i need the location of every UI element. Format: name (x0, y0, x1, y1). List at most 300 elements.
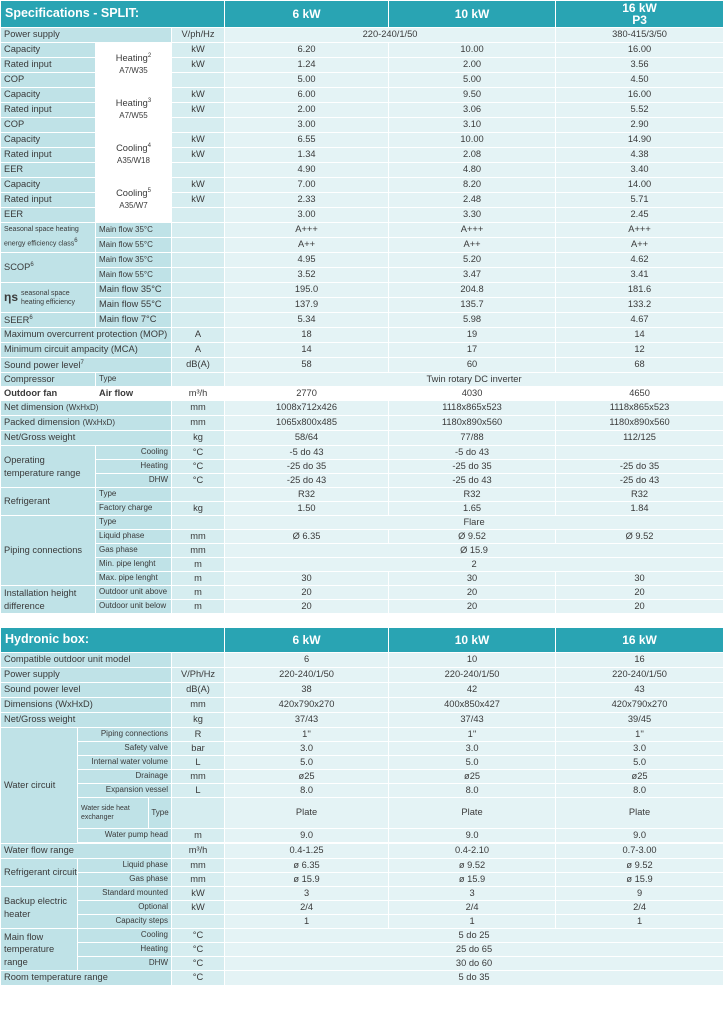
fan-unit: m³/h (172, 387, 225, 401)
flow-value: 0.4-2.10 (389, 844, 556, 859)
seasonal-class-row-1 (1, 223, 723, 238)
refr-value: ø 9.52 (389, 859, 556, 873)
performance-groups (1, 43, 723, 223)
backup-unit (172, 915, 225, 929)
piping-liquid-value: Ø 9.52 (556, 530, 723, 544)
seasonal-class-row-2 (1, 238, 723, 253)
perf-condition: Cooling$^4$ A35/W18 (96, 133, 172, 178)
water-circuit-label: Water circuit (1, 728, 78, 844)
ns-desc: seasonal space heating efficiency (21, 290, 75, 306)
perf-row (1, 133, 723, 148)
hydro-row-value: 220-240/1/50 (556, 668, 723, 683)
water-hx-row (1, 798, 723, 829)
mainflow-sub: Cooling (78, 929, 172, 943)
perf-row-label: Rated input (1, 148, 96, 163)
water-unit: R (172, 728, 225, 742)
seasonal-class-sub-35: Main flow 35°C (96, 223, 172, 238)
perf-unit (172, 163, 225, 178)
op-temp-value: -25 do 35 (225, 460, 389, 474)
packed-dim-label: Packed dimension (WxHxD) (1, 416, 172, 431)
perf-unit (172, 208, 225, 223)
water-unit: L (172, 756, 225, 770)
compressor-row (1, 373, 723, 387)
water-sub: Safety valve (78, 742, 172, 756)
hydro-row-label: Sound power level (1, 683, 172, 698)
refr-value: ø 6.35 (225, 859, 389, 873)
flow-label: Water flow range (1, 844, 172, 859)
perf-row (1, 178, 723, 193)
ns-value: 195.0 (225, 283, 389, 298)
mop-value: 14 (556, 328, 723, 343)
scop-sub-35: Main flow 35°C (96, 253, 172, 268)
mop-value: 19 (389, 328, 556, 343)
mainflow-sub: Heating (78, 943, 172, 957)
net-dim-unit: mm (172, 401, 225, 416)
op-temp-value: -5 do 43 (389, 446, 556, 460)
install-unit: m (172, 600, 225, 614)
perf-value: 3.00 (225, 208, 389, 223)
pump-value: 9.0 (556, 829, 723, 843)
piping-unit: m (172, 572, 225, 586)
perf-value: 3.06 (389, 103, 556, 118)
install-sub: Outdoor unit above (96, 586, 172, 600)
op-temp-sub: Cooling (96, 446, 172, 460)
ns-value: 135.7 (389, 298, 556, 313)
op-temp-unit: °C (172, 446, 225, 460)
refr-sub: Liquid phase (78, 859, 172, 873)
piping-sub: Type (96, 516, 172, 530)
water-value: 5.0 (225, 756, 389, 770)
perf-value: 1.34 (225, 148, 389, 163)
hydro-row-unit: dB(A) (172, 683, 225, 698)
power-supply-label: Power supply (1, 28, 172, 43)
scop-sub-55: Main flow 55°C (96, 268, 172, 283)
mop-row (1, 328, 723, 343)
mainflow-label: Main flow temperature range (1, 929, 78, 971)
hx-value: Plate (389, 798, 556, 829)
seasonal-class-value: A+++ (389, 223, 556, 238)
piping-liquid-value: Ø 6.35 (225, 530, 389, 544)
room-temp-unit: °C (172, 971, 225, 986)
hydro-row-unit: kg (172, 713, 225, 728)
weight-value: 112/125 (556, 431, 723, 446)
pump-value: 9.0 (389, 829, 556, 843)
op-temp-value: -25 do 43 (225, 474, 389, 488)
hydro-row-unit: V/Ph/Hz (172, 668, 225, 683)
water-sub: Internal water volume (78, 756, 172, 770)
power-supply-value-12: 220-240/1/50 (225, 28, 556, 43)
install-value: 20 (556, 586, 723, 600)
mop-value: 18 (225, 328, 389, 343)
perf-value: 3.40 (556, 163, 723, 178)
perf-value: 14.90 (556, 133, 723, 148)
install-value: 20 (225, 600, 389, 614)
backup-unit: kW (172, 887, 225, 901)
op-temp-label: Operating temperature range (1, 446, 96, 488)
refr-sub: Gas phase (78, 873, 172, 887)
seasonal-class-value: A+++ (556, 223, 723, 238)
backup-value: 1 (389, 915, 556, 929)
install-value: 20 (389, 600, 556, 614)
seer-value: 5.34 (225, 313, 389, 328)
perf-unit: kW (172, 88, 225, 103)
mca-label: Minimum circuit ampacity (MCA) (1, 343, 172, 358)
hydro-top-row (1, 653, 723, 668)
piping-label: Piping connections (1, 516, 96, 586)
hydro-top-row (1, 713, 723, 728)
perf-row-label: EER (1, 163, 96, 178)
hydro-row-value: 37/43 (225, 713, 389, 728)
perf-value: 4.38 (556, 148, 723, 163)
perf-condition: Cooling$^5$ A35/W7 (96, 178, 172, 223)
mainflow-row-1 (1, 929, 723, 943)
perf-row-label: Rated input (1, 58, 96, 73)
ns-value: 204.8 (389, 283, 556, 298)
perf-value: 4.50 (556, 73, 723, 88)
backup-sub: Standard mounted (78, 887, 172, 901)
scop-row-1 (1, 253, 723, 268)
split-title: Specifications - SPLIT: (1, 1, 225, 28)
backup-unit: kW (172, 901, 225, 915)
piping-gas-value: Ø 15.9 (225, 544, 723, 558)
hydro-row-label: Power supply (1, 668, 172, 683)
scop-label: SCOP$^6$ (1, 253, 96, 283)
split-col-6kw: 6 kW (225, 1, 389, 28)
packed-dim-value: 1065x800x485 (225, 416, 389, 431)
refr-value: ø 9.52 (556, 859, 723, 873)
ns-value: 133.2 (556, 298, 723, 313)
seer-value: 5.98 (389, 313, 556, 328)
water-sub: Piping connections (78, 728, 172, 742)
install-unit: m (172, 586, 225, 600)
mainflow-unit: °C (172, 929, 225, 943)
packed-dim-row (1, 416, 723, 431)
hydro-row-value: 16 (556, 653, 723, 668)
mca-value: 17 (389, 343, 556, 358)
backup-sub: Optional (78, 901, 172, 915)
backup-value: 3 (389, 887, 556, 901)
perf-value: 2.90 (556, 118, 723, 133)
scop-value: 4.62 (556, 253, 723, 268)
perf-value: 5.71 (556, 193, 723, 208)
backup-sub: Capacity steps (78, 915, 172, 929)
refr-unit: mm (172, 859, 225, 873)
fan-airflow-label: Air flow (96, 387, 172, 401)
hydro-row-value: 42 (389, 683, 556, 698)
install-value: 20 (389, 586, 556, 600)
perf-value: 3.10 (389, 118, 556, 133)
ns-label (1, 283, 96, 313)
refrigerant-value: 1.65 (389, 502, 556, 516)
perf-row-label: Capacity (1, 178, 96, 193)
piping-liquid-value: Ø 9.52 (389, 530, 556, 544)
split-header-row (1, 1, 723, 28)
perf-unit: kW (172, 43, 225, 58)
perf-value: 2.00 (389, 58, 556, 73)
pump-label: Water pump head (78, 829, 172, 843)
hydro-col-16kw: 16 kW (556, 628, 723, 653)
weight-row (1, 431, 723, 446)
hydro-row-label: Net/Gross weight (1, 713, 172, 728)
perf-value: 2.45 (556, 208, 723, 223)
seer-sub: Main flow 7°C (96, 313, 172, 328)
scop-value: 4.95 (225, 253, 389, 268)
perf-condition: Heating$^3$ A7/W55 (96, 88, 172, 133)
scop-value: 5.20 (389, 253, 556, 268)
perf-value: 5.52 (556, 103, 723, 118)
seer-value: 4.67 (556, 313, 723, 328)
water-value: ø25 (225, 770, 389, 784)
water-value: 8.0 (225, 784, 389, 798)
piping-sub: Max. pipe lenght (96, 572, 172, 586)
hydro-row-value: 37/43 (389, 713, 556, 728)
perf-value: 5.00 (225, 73, 389, 88)
piping-unit: mm (172, 544, 225, 558)
refrigerant-value: 1.84 (556, 502, 723, 516)
install-value: 20 (556, 600, 723, 614)
perf-value: 6.55 (225, 133, 389, 148)
perf-value: 2.00 (225, 103, 389, 118)
perf-unit: kW (172, 58, 225, 73)
water-value: ø25 (389, 770, 556, 784)
weight-unit: kg (172, 431, 225, 446)
water-value: 1'' (389, 728, 556, 742)
seer-label: SEER$^6$ (1, 313, 96, 328)
mca-unit: A (172, 343, 225, 358)
perf-value: 16.00 (556, 43, 723, 58)
sound-label: Sound power level$^7$ (1, 358, 172, 373)
room-temp-value: 5 do 35 (225, 971, 723, 986)
hydro-row-value: 400x850x427 (389, 698, 556, 713)
perf-value: 3.56 (556, 58, 723, 73)
hx-value: Plate (556, 798, 723, 829)
piping-row-type (1, 516, 723, 530)
install-row-2 (1, 600, 723, 614)
water-row-3 (1, 756, 723, 770)
power-supply-row (1, 28, 723, 43)
section-gap (0, 614, 723, 627)
fan-value: 4030 (389, 387, 556, 401)
install-value: 20 (225, 586, 389, 600)
mop-unit: A (172, 328, 225, 343)
water-value: 3.0 (389, 742, 556, 756)
piping-min-value: 2 (225, 558, 723, 572)
piping-type-value: Flare (225, 516, 723, 530)
perf-value: 10.00 (389, 133, 556, 148)
piping-row-liquid (1, 530, 723, 544)
hydro-row-label: Compatible outdoor unit model (1, 653, 172, 668)
water-row-4 (1, 770, 723, 784)
perf-unit: kW (172, 133, 225, 148)
ns-row-1 (1, 283, 723, 298)
perf-value: 3.00 (225, 118, 389, 133)
mainflow-unit: °C (172, 957, 225, 971)
fan-label: Outdoor fan (1, 387, 96, 401)
backup-value: 2/4 (556, 901, 723, 915)
scop-value: 3.41 (556, 268, 723, 283)
water-value: 5.0 (556, 756, 723, 770)
room-temp-row (1, 971, 723, 986)
sound-unit: dB(A) (172, 358, 225, 373)
piping-max-value: 30 (389, 572, 556, 586)
mop-label: Maximum overcurrent protection (MOP) (1, 328, 172, 343)
refrigerant-value: R32 (556, 488, 723, 502)
piping-max-value: 30 (556, 572, 723, 586)
weight-value: 77/88 (389, 431, 556, 446)
compressor-type-label: Type (96, 373, 172, 387)
hx-type-label: Type (151, 807, 169, 817)
refr-value: ø 15.9 (556, 873, 723, 887)
refrigerant-row-2 (1, 502, 723, 516)
hydro-top-row (1, 668, 723, 683)
water-value: 1'' (225, 728, 389, 742)
perf-value: 2.48 (389, 193, 556, 208)
perf-row-label: Rated input (1, 103, 96, 118)
seasonal-class-value: A+++ (225, 223, 389, 238)
sound-value: 60 (389, 358, 556, 373)
op-temp-row-2 (1, 460, 723, 474)
perf-unit (172, 73, 225, 88)
water-row-2 (1, 742, 723, 756)
refrigerant-label: Refrigerant (1, 488, 96, 516)
hydro-row-value: 420x790x270 (556, 698, 723, 713)
net-dim-label: Net dimension (WxHxD) (1, 401, 172, 416)
weight-value: 58/64 (225, 431, 389, 446)
hydro-row-value: 220-240/1/50 (225, 668, 389, 683)
perf-row-label: Capacity (1, 88, 96, 103)
backup-value: 3 (225, 887, 389, 901)
compressor-value: Twin rotary DC inverter (225, 373, 723, 387)
hydro-row-value: 10 (389, 653, 556, 668)
install-sub: Outdoor unit below (96, 600, 172, 614)
op-temp-value: -5 do 43 (225, 446, 389, 460)
mca-value: 12 (556, 343, 723, 358)
perf-value: 6.20 (225, 43, 389, 58)
water-unit: bar (172, 742, 225, 756)
piping-unit: m (172, 558, 225, 572)
perf-row-label: Rated input (1, 193, 96, 208)
ns-sub-55: Main flow 55°C (96, 298, 172, 313)
hx-value: Plate (225, 798, 389, 829)
net-dim-row (1, 401, 723, 416)
piping-row-min (1, 558, 723, 572)
piping-max-value: 30 (225, 572, 389, 586)
op-temp-unit: °C (172, 460, 225, 474)
eta-symbol: ηs (4, 290, 19, 305)
net-dim-value: 1118x865x523 (389, 401, 556, 416)
water-value: ø25 (556, 770, 723, 784)
water-value: 3.0 (556, 742, 723, 756)
hx-label: Water side heat exchanger (78, 798, 149, 828)
refr-row-1 (1, 859, 723, 873)
flow-unit: m³/h (172, 844, 225, 859)
perf-row-label: COP (1, 73, 96, 88)
refrigerant-row-1 (1, 488, 723, 502)
perf-value: 14.00 (556, 178, 723, 193)
water-sub: Drainage (78, 770, 172, 784)
perf-value: 10.00 (389, 43, 556, 58)
backup-value: 2/4 (389, 901, 556, 915)
pump-value: 9.0 (225, 829, 389, 843)
seasonal-class-value: A++ (225, 238, 389, 253)
water-value: 1'' (556, 728, 723, 742)
flow-value: 0.4-1.25 (225, 844, 389, 859)
op-temp-value: -25 do 43 (389, 474, 556, 488)
piping-row-max (1, 572, 723, 586)
hydro-row-value: 43 (556, 683, 723, 698)
hydro-row-value: 6 (225, 653, 389, 668)
water-row-1 (1, 728, 723, 742)
water-value: 5.0 (389, 756, 556, 770)
hydro-top-row (1, 683, 723, 698)
hydro-header-row (1, 628, 723, 653)
mainflow-value: 25 do 65 (225, 943, 723, 957)
refr-value: ø 15.9 (389, 873, 556, 887)
hydro-row-value: 38 (225, 683, 389, 698)
perf-unit: kW (172, 148, 225, 163)
split-col-10kw: 10 kW (389, 1, 556, 28)
fan-value: 2770 (225, 387, 389, 401)
op-temp-row-1 (1, 446, 723, 460)
sound-row (1, 358, 723, 373)
backup-label: Backup electric heater (1, 887, 78, 929)
perf-row-label: Capacity (1, 43, 96, 58)
scop-row-2 (1, 268, 723, 283)
perf-value: 3.30 (389, 208, 556, 223)
fan-row (1, 387, 723, 401)
net-dim-value: 1118x865x523 (556, 401, 723, 416)
piping-unit: mm (172, 530, 225, 544)
refr-row-2 (1, 873, 723, 887)
perf-value: 5.00 (389, 73, 556, 88)
mca-value: 14 (225, 343, 389, 358)
hydro-row-value: 39/45 (556, 713, 723, 728)
mca-row (1, 343, 723, 358)
perf-condition: Heating$^2$ A7/W35 (96, 43, 172, 88)
hydro-title: Hydronic box: (1, 628, 225, 653)
perf-value: 8.20 (389, 178, 556, 193)
hydro-row-value: 220-240/1/50 (389, 668, 556, 683)
refrigerant-sub: Type (96, 488, 172, 502)
flow-row (1, 844, 723, 859)
seasonal-class-label: Seasonal space heating energy efficiency class$^6$ (1, 223, 96, 253)
packed-dim-value: 1180x890x560 (389, 416, 556, 431)
ns-sub-35: Main flow 35°C (96, 283, 172, 298)
refrigerant-value: 1.50 (225, 502, 389, 516)
backup-value: 9 (556, 887, 723, 901)
compressor-label: Compressor (1, 373, 96, 387)
install-label: Installation height difference (1, 586, 96, 614)
hydro-col-10kw: 10 kW (389, 628, 556, 653)
perf-value: 16.00 (556, 88, 723, 103)
split-col-16kw: 16 kW P3 (556, 1, 723, 28)
op-temp-value: -25 do 35 (556, 460, 723, 474)
packed-dim-unit: mm (172, 416, 225, 431)
refrigerant-unit: kg (172, 502, 225, 516)
room-temp-label: Room temperature range (1, 971, 172, 986)
water-sub: Expansion vessel (78, 784, 172, 798)
seasonal-class-value: A++ (389, 238, 556, 253)
ns-row-2 (1, 298, 723, 313)
perf-value: 6.00 (225, 88, 389, 103)
perf-unit: kW (172, 103, 225, 118)
hydro-row-unit (172, 653, 225, 668)
backup-value: 2/4 (225, 901, 389, 915)
net-dim-value: 1008x712x426 (225, 401, 389, 416)
op-temp-sub: DHW (96, 474, 172, 488)
perf-value: 7.00 (225, 178, 389, 193)
scop-value: 3.52 (225, 268, 389, 283)
